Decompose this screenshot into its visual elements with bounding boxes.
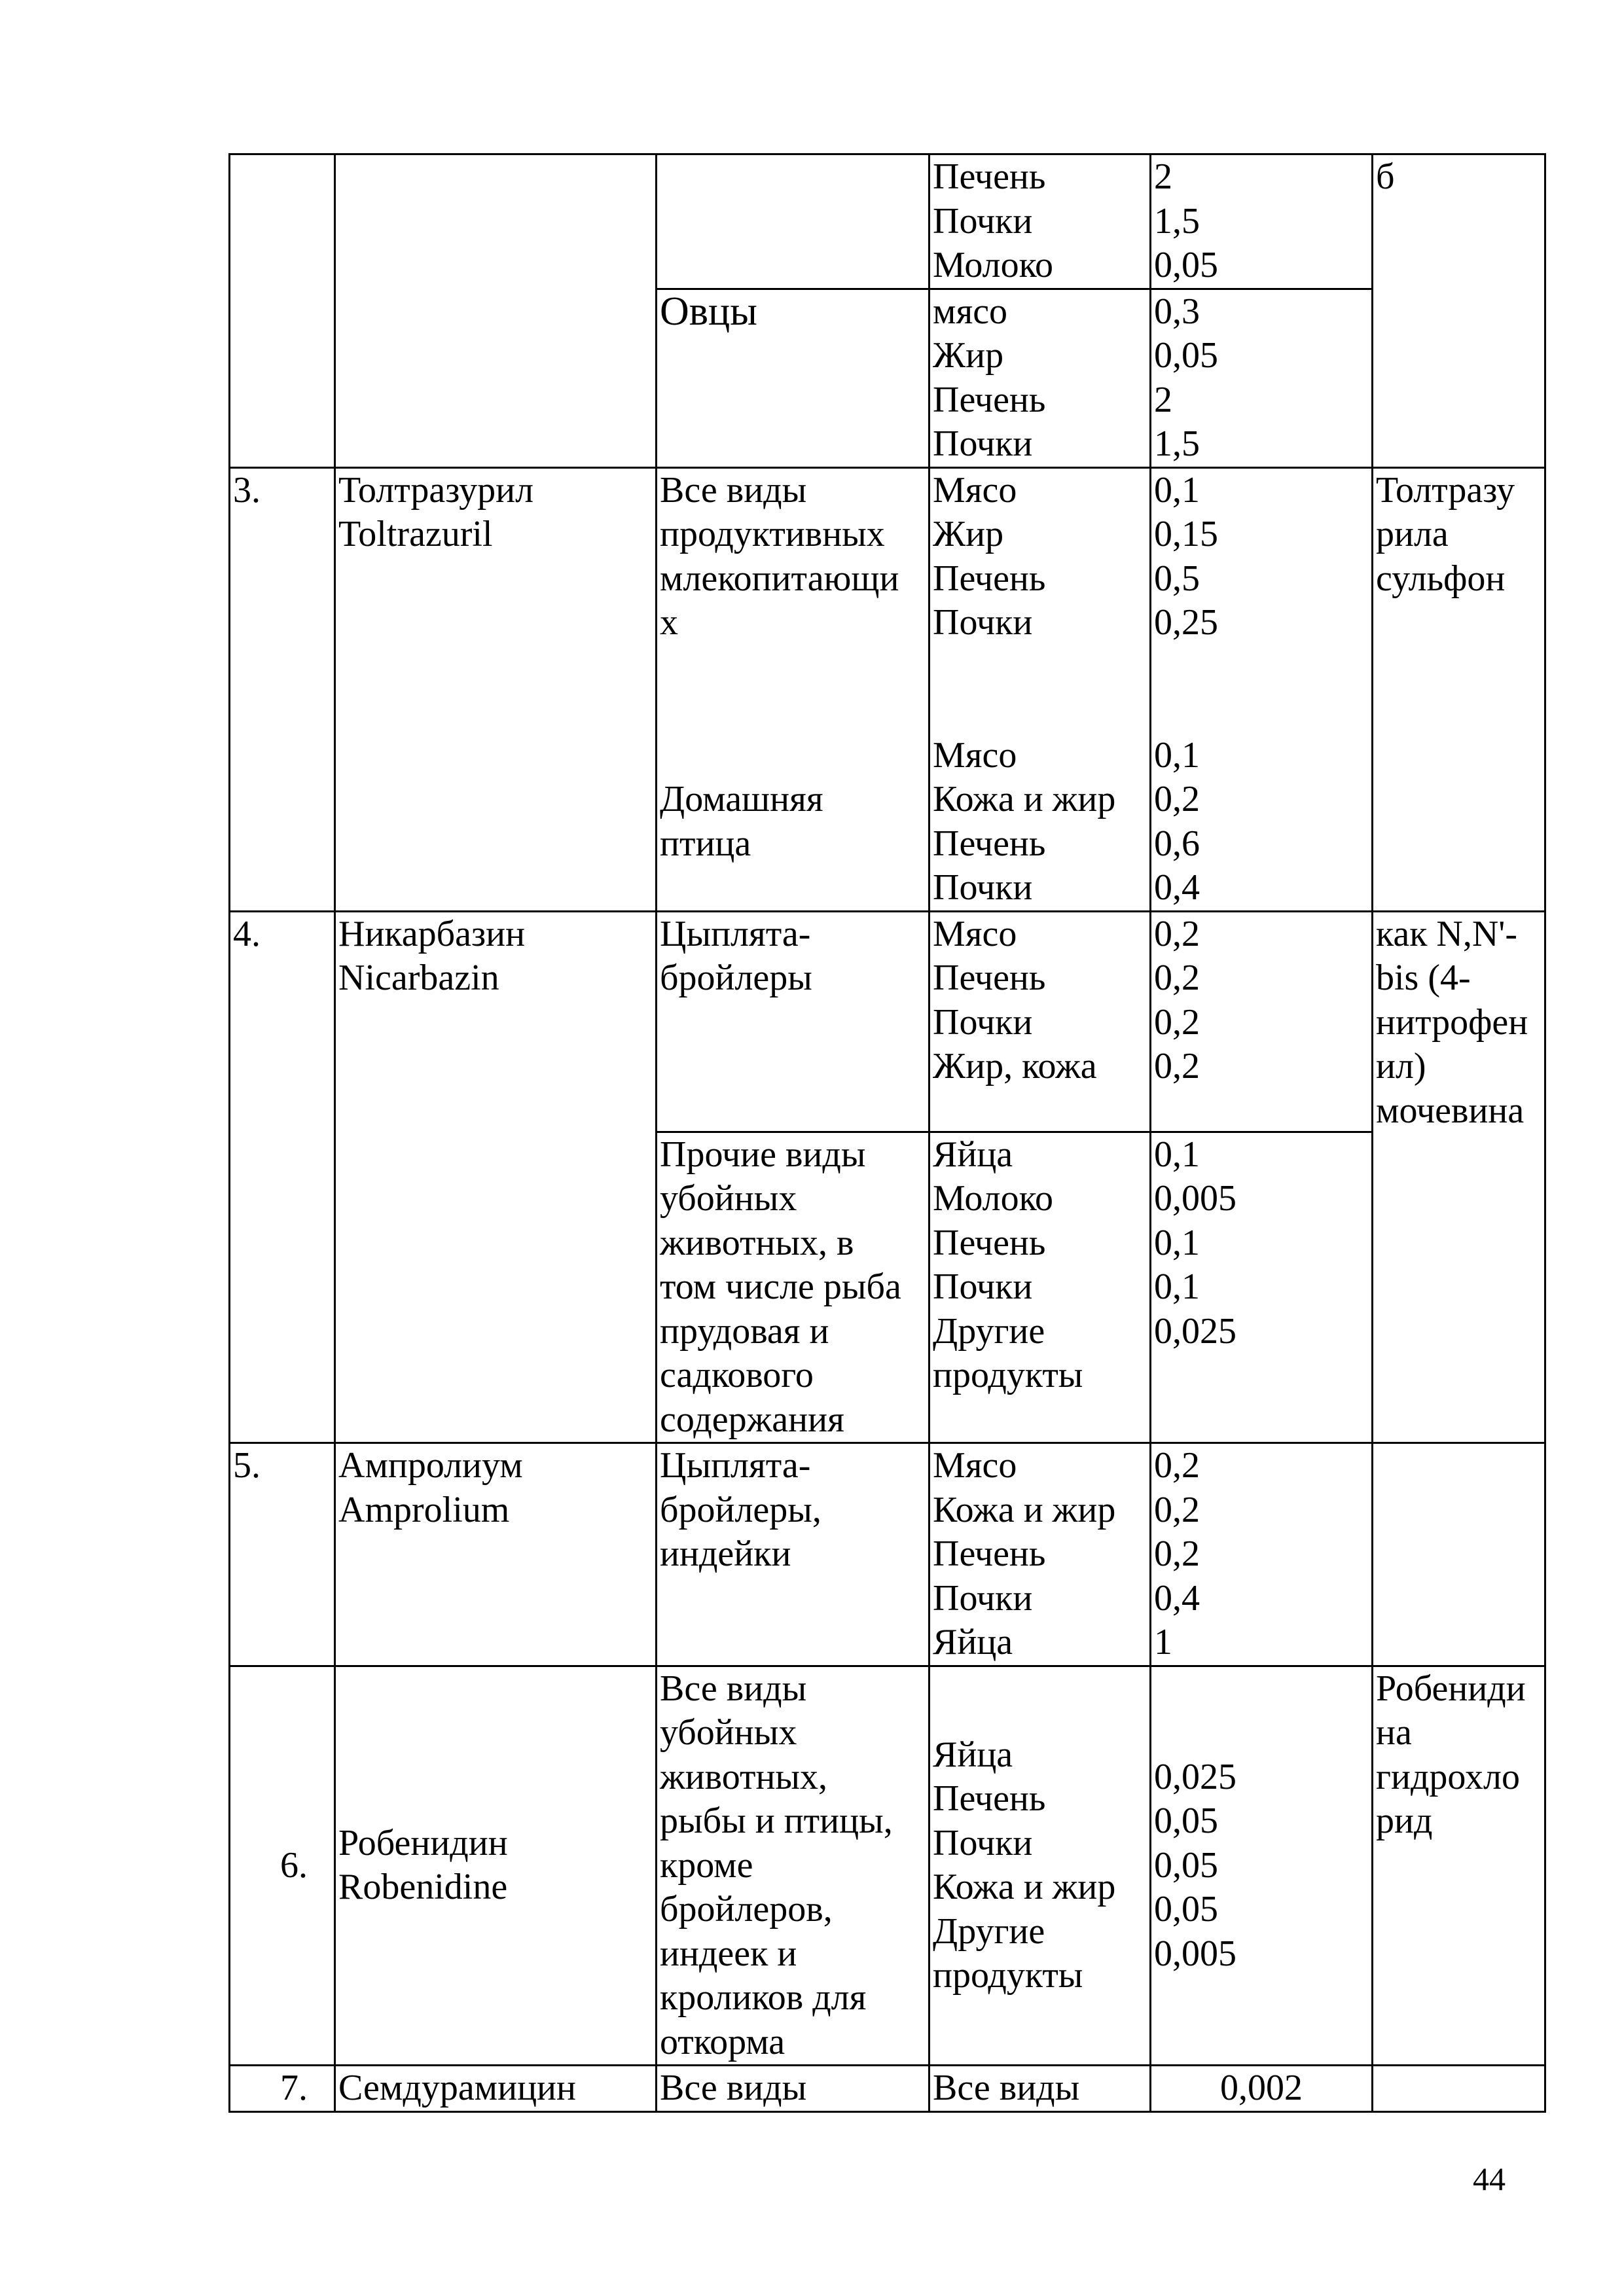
cell-line: 0,6 — [1154, 823, 1200, 864]
cell-line: 0,2 — [1154, 1001, 1200, 1043]
cell-line: Овцы — [660, 289, 757, 334]
animal-cell — [657, 1132, 929, 1443]
value-cell — [1151, 2066, 1373, 2112]
cell-line: Почки — [933, 1577, 1033, 1619]
product-cell — [929, 1132, 1151, 1443]
cell-line: 0,1 — [1154, 469, 1200, 511]
cell-line: индейки — [660, 1534, 791, 1574]
cell-line: Кожа и жир — [933, 1867, 1116, 1908]
cell-line — [660, 645, 926, 690]
animal-cell — [657, 467, 929, 911]
cell-line: Amprolium — [338, 1489, 510, 1530]
row-number-cell: 5. — [230, 1443, 335, 1666]
page-number: 44 — [1473, 2161, 1506, 2197]
cell-line: нитрофен — [1376, 1001, 1528, 1043]
cell-line: 1 — [1154, 1622, 1172, 1662]
cell-line: том числе рыба — [660, 1266, 901, 1307]
cell-line: Почки — [933, 867, 1033, 908]
cell-line: 0,1 — [1154, 1266, 1200, 1307]
cell-line: продуктивных — [660, 514, 885, 554]
note-cell — [1373, 467, 1545, 911]
value-cell — [1151, 1666, 1373, 2066]
value-cell — [1151, 1132, 1373, 1443]
cell-line: гидрохло — [1376, 1756, 1520, 1797]
cell-line: 0,25 — [1154, 602, 1218, 643]
cell-line: 0,3 — [1154, 291, 1200, 332]
row-number-cell: 3. — [230, 467, 335, 911]
mrl-table — [228, 153, 1546, 2113]
cell-line: Почки — [933, 1266, 1033, 1307]
cell-line: Кожа и жир — [933, 1489, 1116, 1530]
cell-line: 0,2 — [1154, 913, 1200, 954]
cell-line: рид — [1376, 1801, 1433, 1841]
cell-line: Robenidine — [338, 1867, 508, 1908]
table-row — [230, 154, 1545, 289]
cell-line: 0,15 — [1154, 514, 1218, 554]
cell-line: бройлеры, — [660, 1489, 821, 1530]
table-row — [230, 2066, 1545, 2112]
note-cell — [1373, 154, 1545, 468]
cell-line: Семдурамицин — [338, 2068, 576, 2108]
cell-line: откорма — [660, 2021, 785, 2062]
cell-line: животных, — [660, 1756, 828, 1797]
cell-line: Другие — [933, 1910, 1045, 1952]
cell-line: 0,005 — [1154, 1178, 1236, 1219]
cell-line — [933, 645, 1147, 690]
cell-line: Толтразурил — [338, 469, 534, 511]
cell-line: Мясо — [933, 913, 1017, 954]
note-cell — [1373, 1443, 1545, 1666]
cell-line: Почки — [933, 1001, 1033, 1043]
row-number-cell: 6. — [230, 1666, 335, 2066]
cell-line: кроликов для — [660, 1977, 867, 2018]
cell-line: Печень — [933, 156, 1046, 197]
cell-line: убойных — [660, 1712, 797, 1753]
cell-line: 0,025 — [1154, 1310, 1236, 1352]
cell-line: 0,025 — [1154, 1756, 1236, 1797]
cell-line: 0,2 — [1154, 1046, 1200, 1086]
cell-line: Почки — [933, 1822, 1033, 1863]
cell-line: на — [1376, 1712, 1412, 1753]
cell-line — [660, 734, 926, 778]
cell-line: ил) — [1376, 1046, 1426, 1086]
cell-line: рила — [1376, 514, 1449, 554]
cell-line: мочевина — [1376, 1090, 1525, 1131]
animal-cell — [657, 2066, 929, 2112]
cell-line: бройлеров, — [660, 1889, 833, 1929]
table-row — [230, 1443, 1545, 1666]
cell-line: Nicarbazin — [338, 958, 499, 998]
cell-line: 0,1 — [1154, 1222, 1200, 1263]
cell-line: убойных — [660, 1178, 797, 1219]
cell-line: 2 — [1154, 156, 1172, 197]
cell-line: Яйца — [933, 1134, 1013, 1175]
cell-line: птица — [660, 823, 751, 864]
cell-line — [933, 689, 1147, 734]
cell-line: продукты — [933, 1955, 1083, 1996]
cell-line: Ампролиум — [338, 1445, 523, 1486]
cell-line: Почки — [933, 602, 1033, 643]
value-cell — [1151, 467, 1373, 911]
cell-line: Жир — [933, 335, 1004, 376]
cell-line: Молоко — [933, 245, 1053, 285]
cell-line — [1154, 645, 1369, 690]
cell-line — [660, 689, 926, 734]
substance-cell — [335, 154, 657, 468]
cell-line: кроме — [660, 1844, 753, 1886]
cell-line: Яйца — [933, 1622, 1013, 1662]
cell-line: садкового — [660, 1355, 814, 1395]
cell-line: Толтразу — [1376, 469, 1515, 511]
cell-line: Печень — [933, 823, 1046, 864]
cell-line: 0,2 — [1154, 1489, 1200, 1530]
cell-line: животных, в — [660, 1222, 854, 1263]
cell-line: 0,05 — [1154, 1889, 1218, 1929]
note-cell — [1373, 2066, 1545, 2112]
animal-cell — [657, 1666, 929, 2066]
cell-line: 0,005 — [1154, 1933, 1236, 1974]
cell-line: 1,5 — [1154, 423, 1200, 464]
cell-line: индеек и — [660, 1933, 797, 1974]
cell-line: Печень — [933, 1778, 1046, 1820]
cell-line: Цыплята- — [660, 1445, 811, 1486]
cell-line: 0,05 — [1154, 335, 1218, 376]
product-cell — [929, 1443, 1151, 1666]
substance-cell — [335, 911, 657, 1443]
cell-line: б — [1376, 156, 1395, 197]
animal-cell — [657, 911, 929, 1132]
cell-line: мясо — [933, 291, 1008, 332]
cell-line: Мясо — [933, 1445, 1017, 1486]
cell-line: 0,2 — [1154, 1534, 1200, 1574]
cell-line: бройлеры — [660, 958, 812, 998]
product-cell — [929, 2066, 1151, 2112]
cell-line: 0,2 — [1154, 779, 1200, 819]
cell-line: Toltrazuril — [338, 514, 493, 554]
substance-cell — [335, 467, 657, 911]
cell-line: прудовая и — [660, 1310, 829, 1352]
substance-cell — [335, 2066, 657, 2112]
cell-line: 0,2 — [1154, 1445, 1200, 1486]
cell-line: Жир — [933, 514, 1004, 554]
animal-cell — [657, 154, 929, 289]
table-row — [230, 911, 1545, 1132]
note-cell — [1373, 1666, 1545, 2066]
cell-line: Печень — [933, 1534, 1046, 1574]
cell-line: х — [660, 602, 678, 643]
cell-line: Яйца — [933, 1734, 1013, 1775]
cell-line: Мясо — [933, 469, 1017, 511]
cell-line: Прочие виды — [660, 1134, 866, 1175]
cell-line: Все виды — [660, 2068, 807, 2108]
product-cell — [929, 289, 1151, 467]
cell-line: 1,5 — [1154, 200, 1200, 242]
cell-line: Другие — [933, 1310, 1045, 1352]
substance-cell — [335, 1443, 657, 1666]
cell-line: Печень — [933, 558, 1046, 599]
cell-line: Все виды — [933, 2068, 1080, 2108]
animal-cell — [657, 289, 929, 467]
table-row — [230, 467, 1545, 911]
cell-line: Все виды — [660, 469, 807, 511]
cell-line: Печень — [933, 379, 1046, 420]
value-cell — [1151, 289, 1373, 467]
cell-line: Жир, кожа — [933, 1046, 1097, 1086]
cell-line: Робениди — [1376, 1668, 1526, 1709]
cell-line: как N,N'- — [1376, 913, 1518, 954]
cell-line: 0,2 — [1154, 958, 1200, 998]
cell-line: 0,05 — [1154, 1801, 1218, 1841]
cell-line: Кожа и жир — [933, 779, 1116, 819]
row-number-cell: 7. — [230, 2066, 335, 2112]
value-cell — [1151, 911, 1373, 1132]
value-cell — [1151, 154, 1373, 289]
cell-line: Печень — [933, 1222, 1046, 1263]
cell-line: 0,002 — [1220, 2068, 1303, 2108]
cell-line: содержания — [660, 1399, 844, 1440]
row-number-cell: 4. — [230, 911, 335, 1443]
cell-line: 0,05 — [1154, 245, 1218, 285]
cell-line: млекопитающи — [660, 558, 899, 599]
cell-line: Никарбазин — [338, 913, 526, 954]
product-cell — [929, 154, 1151, 289]
substance-cell — [335, 1666, 657, 2066]
cell-line: Робенидин — [338, 1822, 508, 1863]
product-cell — [929, 1666, 1151, 2066]
cell-line: Мясо — [933, 734, 1017, 776]
row-number-cell — [230, 154, 335, 468]
cell-line: 0,1 — [1154, 734, 1200, 776]
cell-line — [1154, 689, 1369, 734]
note-cell — [1373, 911, 1545, 1443]
animal-cell — [657, 1443, 929, 1666]
cell-line: 0,1 — [1154, 1134, 1200, 1175]
cell-line: 0,4 — [1154, 867, 1200, 908]
cell-line: 0,4 — [1154, 1577, 1200, 1619]
cell-line: Домашняя — [660, 779, 823, 819]
product-cell — [929, 467, 1151, 911]
table-row — [230, 1666, 1545, 2066]
cell-line: продукты — [933, 1355, 1083, 1395]
cell-line: рыбы и птицы, — [660, 1801, 893, 1841]
value-cell — [1151, 1443, 1373, 1666]
cell-line: Почки — [933, 200, 1033, 242]
cell-line: сульфон — [1376, 558, 1506, 599]
cell-line: 0,05 — [1154, 1844, 1218, 1886]
cell-line: 0,5 — [1154, 558, 1200, 599]
product-cell — [929, 911, 1151, 1132]
cell-line: Цыплята- — [660, 913, 811, 954]
cell-line: Молоко — [933, 1178, 1053, 1219]
cell-line: Печень — [933, 958, 1046, 998]
cell-line: bis (4- — [1376, 958, 1471, 998]
cell-line: 2 — [1154, 379, 1172, 420]
cell-line: Все виды — [660, 1668, 807, 1709]
cell-line: Почки — [933, 423, 1033, 464]
